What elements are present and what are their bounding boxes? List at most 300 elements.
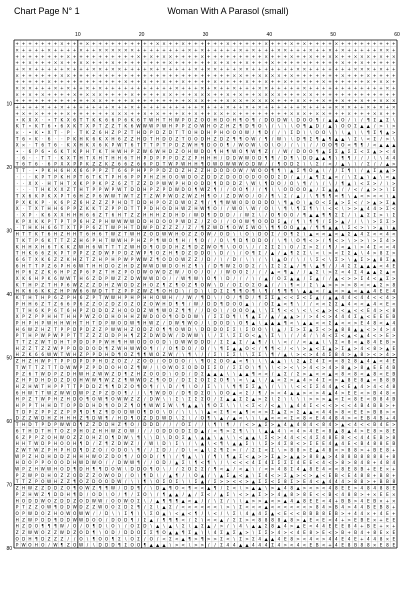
stitch-symbol: \ [259,213,261,218]
stitch-symbol: < [252,505,256,510]
stitch-symbol: H [16,352,19,357]
stitch-symbol: W [239,225,243,230]
stitch-symbol: K [16,295,19,300]
stitch-symbol: ▲ [328,187,332,192]
stitch-symbol: × [232,86,236,91]
stitch-symbol: K [86,206,89,211]
stitch-symbol: < [245,403,249,408]
stitch-symbol: 8 [373,441,376,446]
stitch-symbol: / [138,390,140,395]
stitch-symbol: D [213,174,216,179]
stitch-symbol: < [354,416,358,421]
stitch-symbol: + [315,60,319,65]
stitch-symbol: W [194,149,198,154]
stitch-symbol: O [290,213,294,218]
stitch-symbol: × [386,79,390,84]
stitch-symbol: ¶ [188,486,191,491]
stitch-symbol: O [124,428,128,433]
stitch-symbol: / [227,308,229,313]
stitch-symbol: + [328,41,332,46]
stitch-symbol: Z [86,365,89,370]
stitch-symbol: W [143,149,147,154]
stitch-symbol: + [28,54,32,59]
stitch-symbol: < [303,536,307,541]
stitch-symbol: Σ [329,352,332,357]
stitch-symbol: + [22,54,26,59]
stitch-symbol: > [315,530,319,535]
stitch-symbol: \ [131,435,133,440]
stitch-symbol: \ [170,454,172,459]
stitch-symbol: Σ [246,441,249,446]
stitch-symbol: O [252,327,256,332]
stitch-symbol: O [258,327,262,332]
stitch-symbol: < [271,505,275,510]
stitch-symbol: E [386,492,389,497]
stitch-symbol: E [392,346,395,351]
stitch-symbol: + [188,105,192,110]
stitch-symbol: < [360,301,364,306]
stitch-symbol: D [233,193,236,198]
stitch-symbol: ▲ [213,371,217,376]
stitch-symbol: O [118,390,122,395]
stitch-symbol: + [130,60,134,65]
stitch-symbol: × [201,54,205,59]
stitch-symbol: 8 [290,517,293,522]
stitch-symbol: + [67,98,71,103]
stitch-symbol: Σ [265,441,268,446]
stitch-symbol: \ [189,524,191,529]
stitch-symbol: H [118,174,121,179]
stitch-symbol: Z [226,193,229,198]
stitch-symbol: Σ [297,359,300,364]
stitch-symbol: < [315,289,319,294]
stitch-symbol: E [380,340,383,345]
stitch-symbol: ▲ [252,378,256,383]
stitch-symbol: \ [291,117,293,122]
stitch-symbol: O [79,486,83,491]
stitch-symbol: + [245,92,249,97]
stitch-symbol: ▲ [379,117,383,122]
stitch-symbol: E [348,441,351,446]
stitch-symbol: + [315,73,319,78]
stitch-symbol: E [354,536,357,541]
stitch-symbol: E [316,467,319,472]
stitch-symbol: W [117,479,121,484]
stitch-symbol: 6 [61,206,64,211]
stitch-symbol: H [22,422,25,427]
stitch-symbol: B [392,365,395,370]
stitch-symbol: / [380,136,382,141]
stitch-symbol: W [149,276,153,281]
stitch-symbol: ▲ [220,371,224,376]
stitch-symbol: ¶ [80,447,83,452]
stitch-symbol: · [74,130,75,135]
stitch-symbol: P [118,251,121,256]
stitch-symbol: ▲ [392,257,396,262]
stitch-symbol: O [162,378,166,383]
stitch-symbol: \ [195,359,197,364]
stitch-symbol: D [182,314,185,319]
stitch-symbol: Z [169,200,172,205]
stitch-symbol: \ [304,200,306,205]
stitch-symbol: < [341,244,345,249]
stitch-symbol: × [239,98,243,103]
stitch-symbol: + [60,92,64,97]
stitch-symbol: + [22,98,26,103]
stitch-symbol: 8 [386,505,389,510]
stitch-symbol: + [162,111,166,116]
stitch-symbol: × [322,111,326,116]
stitch-symbol: ¶ [92,536,95,541]
stitch-symbol: Σ [201,492,204,497]
stitch-symbol: H [111,155,114,160]
stitch-symbol: + [213,41,217,46]
stitch-symbol: Z [137,193,140,198]
stitch-symbol: \ [151,435,153,440]
stitch-symbol: ▲ [201,473,205,478]
stitch-symbol: P [67,346,70,351]
stitch-symbol: \ [227,441,229,446]
stitch-symbol: + [111,41,115,46]
stitch-symbol: ▲ [373,257,377,262]
stitch-symbol: H [156,206,159,211]
stitch-symbol: Σ [316,257,319,262]
stitch-symbol: 8 [329,428,332,433]
stitch-symbol: / [253,390,255,395]
stitch-symbol: 8 [258,517,261,522]
stitch-symbol: H [28,225,31,230]
stitch-symbol: O [73,473,77,478]
stitch-symbol: / [259,206,261,211]
stitch-symbol: \ [285,130,287,135]
stitch-symbol: + [239,79,243,84]
stitch-symbol: D [213,168,216,173]
stitch-symbol: ¶ [54,517,57,522]
stitch-symbol: \ [374,155,376,160]
stitch-symbol: ¶ [124,371,127,376]
stitch-symbol: / [361,187,363,192]
stitch-symbol: Z [124,244,127,249]
stitch-symbol: Σ [258,447,261,452]
stitch-symbol: D [35,511,38,516]
stitch-symbol: ▲ [220,517,224,522]
stitch-symbol: \ [393,117,395,122]
stitch-symbol: + [79,66,83,71]
stitch-symbol: E [354,409,357,414]
stitch-symbol: / [291,149,293,154]
stitch-symbol: D [41,536,44,541]
stitch-symbol: Z [22,352,25,357]
stitch-symbol: D [86,403,89,408]
stitch-symbol: D [290,162,293,167]
stitch-symbol: < [367,397,371,402]
stitch-symbol: + [232,60,236,65]
stitch-symbol: + [367,60,371,65]
stitch-symbol: + [22,60,26,65]
stitch-symbol: B [329,492,332,497]
stitch-symbol: W [187,320,191,325]
stitch-symbol: \ [278,187,280,192]
stitch-symbol: O [233,308,237,313]
stitch-symbol: > [284,454,288,459]
stitch-symbol: + [105,41,109,46]
stitch-symbol: / [304,270,306,275]
stitch-symbol: O [99,517,103,522]
stitch-symbol: / [138,422,140,427]
stitch-symbol: D [220,282,223,287]
stitch-symbol: ¶ [348,168,351,173]
stitch-symbol: Σ [303,251,306,256]
stitch-symbol: × [277,73,281,78]
stitch-symbol: + [35,73,39,78]
stitch-symbol: + [194,47,198,52]
stitch-symbol: ▲ [220,435,224,440]
stitch-symbol: ▲ [252,320,256,325]
stitch-symbol: Σ [220,543,223,548]
stitch-symbol: P [67,289,70,294]
stitch-symbol: W [181,219,185,224]
stitch-symbol: T [53,327,57,332]
stitch-symbol: P [41,320,44,325]
stitch-symbol: / [138,428,140,433]
stitch-symbol: × [79,60,83,65]
stitch-symbol: Σ [284,460,287,465]
stitch-symbol: O [130,270,134,275]
stitch-symbol: \ [304,219,306,224]
stitch-symbol: 4 [309,479,312,484]
stitch-symbol: W [156,403,160,408]
stitch-symbol: ▲ [252,524,256,529]
stitch-symbol: < [354,289,358,294]
stitch-symbol: + [105,66,109,71]
stitch-symbol: Z [118,232,121,237]
stitch-symbol: < [328,517,332,522]
stitch-symbol: Z [239,181,242,186]
stitch-symbol: ▲ [277,486,281,491]
stitch-symbol: Z [163,251,166,256]
stitch-symbol: < [392,409,396,414]
stitch-symbol: > [367,352,371,357]
stitch-symbol: T [85,263,89,268]
stitch-symbol: 6 [105,117,108,122]
stitch-symbol: \ [272,327,274,332]
stitch-symbol: + [322,73,326,78]
stitch-symbol: + [220,66,224,71]
stitch-symbol: W [53,333,57,338]
stitch-symbol: T [47,155,51,160]
stitch-symbol: 8 [309,454,312,459]
stitch-symbol: D [105,511,108,516]
stitch-symbol: × [335,54,339,59]
stitch-symbol: ▲ [207,435,211,440]
stitch-symbol: \ [285,124,287,129]
stitch-symbol: 6 [35,251,38,256]
stitch-symbol: \ [278,447,280,452]
stitch-symbol: D [182,187,185,192]
stitch-symbol: P [93,168,96,173]
stitch-symbol: H [79,213,82,218]
stitch-symbol: + [35,79,39,84]
stitch-symbol: < [207,505,211,510]
stitch-symbol: ¶ [99,486,102,491]
stitch-symbol: Σ [278,263,281,268]
stitch-symbol: Σ [214,365,217,370]
stitch-symbol: W [66,422,70,427]
stitch-symbol: ▲ [354,352,358,357]
stitch-symbol: O [245,251,249,256]
stitch-symbol: + [245,86,249,91]
stitch-symbol: Σ [265,511,268,516]
stitch-symbol: T [130,200,134,205]
stitch-symbol: 4 [258,511,261,516]
stitch-symbol: H [73,416,76,421]
stitch-symbol: + [41,98,45,103]
stitch-symbol: E [386,441,389,446]
stitch-symbol: / [323,289,325,294]
stitch-symbol: 4 [335,314,338,319]
stitch-symbol: Σ [188,378,191,383]
stitch-symbol: + [28,47,32,52]
stitch-symbol: ¶ [284,289,287,294]
stitch-symbol: × [303,98,307,103]
stitch-symbol: H [79,193,82,198]
stitch-symbol: + [347,47,351,52]
stitch-symbol: Z [92,327,95,332]
stitch-symbol: + [92,47,96,52]
stitch-symbol: × [360,54,364,59]
stitch-symbol: ▲ [392,143,396,148]
stitch-symbol: > [341,282,345,287]
stitch-symbol: Σ [233,511,236,516]
stitch-symbol: 4 [252,460,255,465]
stitch-symbol: ▲ [233,397,237,402]
stitch-symbol: < [322,492,326,497]
stitch-symbol: D [213,213,216,218]
stitch-symbol: K [16,244,19,249]
stitch-symbol: < [315,232,319,237]
stitch-symbol: × [354,54,358,59]
stitch-symbol: + [124,73,128,78]
stitch-symbol: P [35,473,38,478]
stitch-symbol: W [156,149,160,154]
stitch-symbol: 8 [373,428,376,433]
stitch-symbol: + [239,60,243,65]
stitch-symbol: × [67,54,71,59]
stitch-symbol: ¶ [137,365,140,370]
stitch-symbol: 4 [354,505,357,510]
stitch-symbol: T [34,397,38,402]
stitch-symbol: / [221,187,223,192]
stitch-symbol: H [105,282,108,287]
stitch-symbol: × [22,86,26,91]
stitch-symbol: / [144,536,146,541]
stitch-symbol: / [323,276,325,281]
stitch-symbol: B [373,447,376,452]
stitch-symbol: D [245,124,248,129]
stitch-symbol: O [99,473,103,478]
stitch-symbol: H [79,187,82,192]
stitch-symbol: × [284,47,288,52]
stitch-symbol: Σ [278,219,281,224]
stitch-symbol: D [73,422,76,427]
stitch-symbol: > [245,479,249,484]
stitch-symbol: W [73,365,77,370]
stitch-symbol: ▲ [348,428,352,433]
stitch-symbol: D [169,428,172,433]
stitch-symbol: + [41,47,45,52]
stitch-symbol: ▲ [392,200,396,205]
stitch-symbol: Z [156,174,159,179]
stitch-symbol: < [252,517,256,522]
stitch-symbol: + [111,79,115,84]
stitch-symbol: < [322,314,326,319]
stitch-symbol: K [16,219,19,224]
stitch-symbol: Z [118,276,121,281]
stitch-symbol: Σ [233,333,236,338]
stitch-symbol: Σ [214,352,217,357]
stitch-symbol: + [41,79,45,84]
stitch-symbol: ¶ [163,517,166,522]
stitch-symbol: P [105,320,108,325]
stitch-symbol: ¶ [246,320,249,325]
stitch-symbol: + [137,73,141,78]
stitch-symbol: × [22,111,26,116]
stitch-symbol: ¶ [41,524,44,529]
stitch-symbol: H [124,225,127,230]
stitch-symbol: + [341,66,345,71]
stitch-symbol: O [137,409,141,414]
stitch-symbol: \ [272,397,274,402]
stitch-symbol: P [41,276,44,281]
stitch-symbol: Σ [220,333,223,338]
stitch-symbol: O [28,460,32,465]
stitch-symbol: D [201,340,204,345]
stitch-symbol: ▲ [367,365,371,370]
stitch-symbol: + [73,111,77,116]
stitch-symbol: ▲ [258,486,262,491]
stitch-symbol: < [341,308,345,313]
stitch-symbol: × [86,92,90,97]
stitch-symbol: T [28,238,32,243]
stitch-symbol: < [335,371,339,376]
stitch-symbol: 8 [290,492,293,497]
stitch-symbol: 4 [392,460,395,465]
stitch-symbol: + [220,41,224,46]
stitch-symbol: K [73,124,76,129]
stitch-symbol: / [202,511,204,516]
stitch-symbol: P [176,219,179,224]
stitch-symbol: 8 [354,397,357,402]
stitch-symbol: D [233,181,236,186]
stitch-symbol: + [105,86,109,91]
stitch-symbol: + [328,66,332,71]
stitch-symbol: < [277,390,281,395]
stitch-symbol: O [296,187,300,192]
stitch-symbol: / [221,219,223,224]
stitch-symbol: B [392,397,395,402]
stitch-symbol: × [22,66,26,71]
stitch-symbol: O [156,352,160,357]
stitch-symbol: D [143,524,146,529]
stitch-symbol: Z [29,314,32,319]
stitch-symbol: × [232,73,236,78]
stitch-symbol: + [15,79,19,84]
stitch-symbol: Σ [195,517,198,522]
stitch-symbol: W [73,282,77,287]
stitch-symbol: D [156,225,159,230]
stitch-symbol: 6 [80,289,83,294]
stitch-symbol: + [303,79,307,84]
